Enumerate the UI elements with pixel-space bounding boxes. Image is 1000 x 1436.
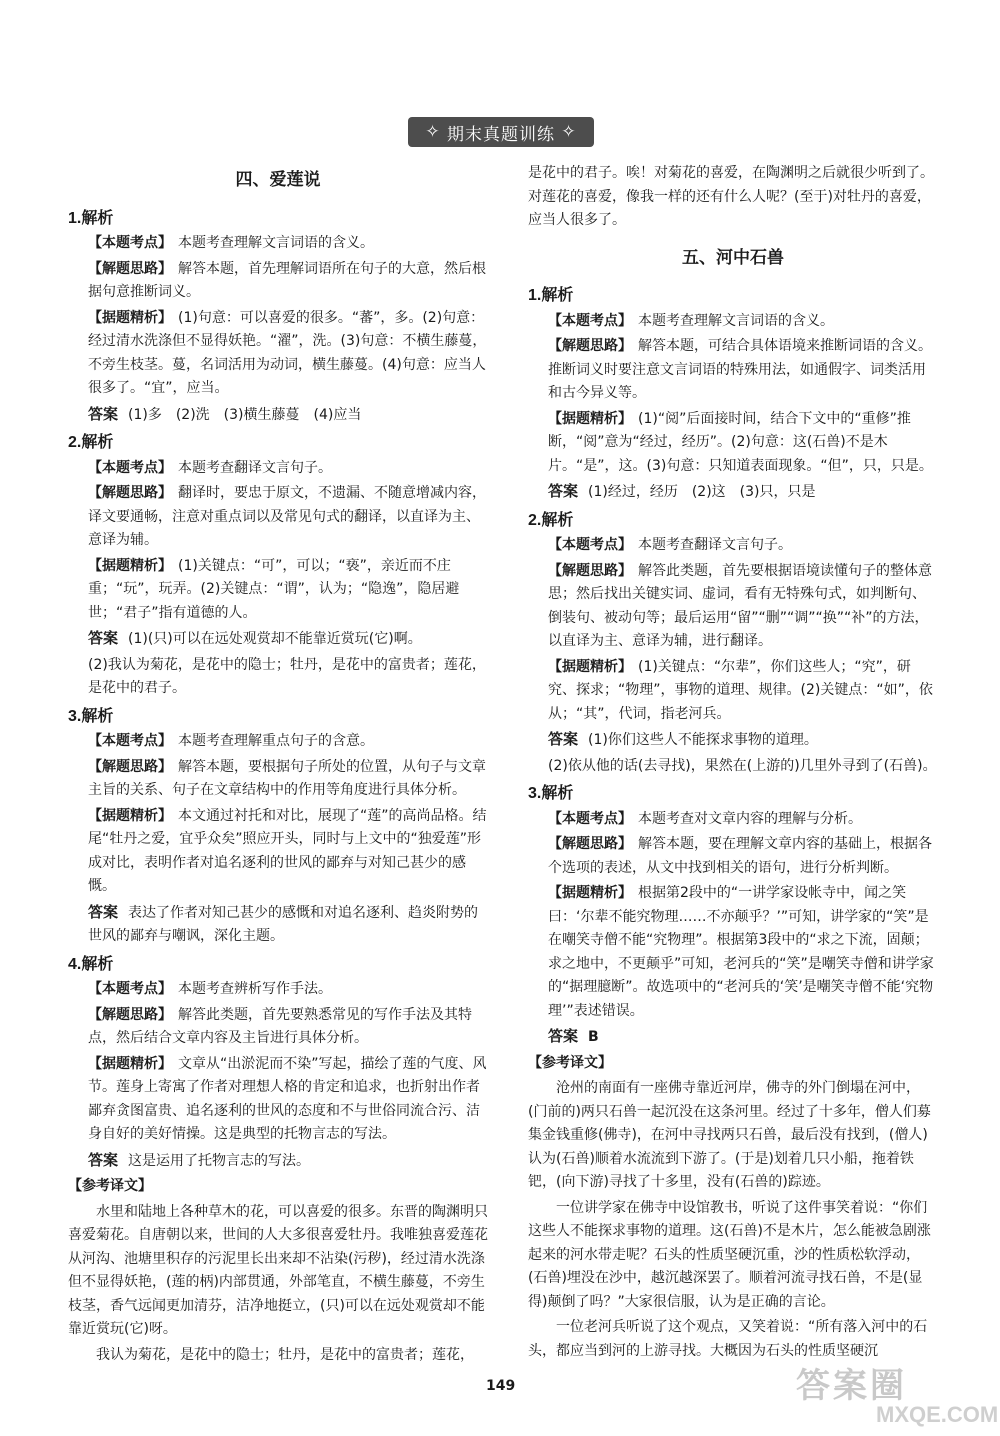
left-column (68, 165, 488, 1369)
jingxi-tag: 【据题精析】 (88, 309, 172, 326)
kaodian-tag: 【本题考点】 (88, 981, 172, 997)
kaodian-text: 本题考查理解重点句子的含意。 (178, 733, 374, 749)
answer (88, 627, 488, 652)
watermark-logo: 答案圈 (796, 1367, 907, 1405)
silu (88, 258, 488, 305)
jingxi (548, 408, 938, 479)
silu-text: 解答此类题，首先要熟悉常见的写作手法及其特点，然后结合文章内容及主旨进行具体分析。 (88, 1006, 472, 1046)
answer-text-2: (2)我认为菊花，是花中的隐士；牡丹，是花中的富贵者；莲花，是花中的君子。 (88, 656, 486, 696)
reference-paragraph: 一位老河兵听说了这个观点，又笑着说：“所有落入河中的石头，都应当到河的上游寻找。大概因为石头的性质坚硬沉 (528, 1319, 928, 1359)
kaodian-tag: 【本题考点】 (88, 459, 172, 476)
reference-paragraph: 我认为菊花，是花中的隐士；牡丹，是花中的富贵者；莲花， (96, 1346, 474, 1363)
right-column (528, 162, 938, 1365)
jingxi (88, 1053, 488, 1147)
reference-paragraph: 沧州的南面有一座佛寺靠近河岸，佛寺的外门倒塌在河中，(门前的)两只石兽一起沉没在这条河里。经过了十多年，僧人们募集金钱重修(佛寺)，在河中寻找两只石兽，最后没有找到，(僧人)认为(石兽)顺着水流流到下游了。(于是)划着几只小船，拖着铁钯，(向下游)寻找了十多里，没有(石兽的)踪迹。 (528, 1080, 931, 1190)
answer (548, 728, 938, 753)
silu (88, 1004, 488, 1051)
question-3-head: 3.解析 (528, 785, 574, 802)
silu-tag: 【解题思路】 (88, 1006, 172, 1023)
silu-text: 解答本题，要根据句子所处的位置，从句子与文章主旨的关系、句子在文章结构中的作用等角度进行具体分析。 (88, 758, 486, 798)
question-1-head: 1.解析 (528, 287, 574, 304)
answer-tag: 答案 (548, 482, 579, 500)
section-title-hezhongshishou: 五、河中石兽 (682, 247, 784, 268)
question-2-head: 2.解析 (68, 434, 114, 451)
reference-paragraph: 水里和陆地上各种草木的花，可以喜爱的很多。东晋的陶渊明只喜爱菊花。自唐朝以来，世间的人大多很喜爱牡丹。我唯独喜爱莲花从河沟、池塘里积存的污泥里长出来却不沾染(污秽)，经过清水洗涤但不显得妖艳，(莲的柄)内部贯通，外部笔直，不横生藤蔓，不旁生枝茎，香气远闻更加清芬，洁净地挺立，(只)可以在远处观赏却不能靠近赏玩(它)呀。 (68, 1203, 488, 1337)
silu-tag: 【解题思路】 (548, 338, 632, 354)
jingxi-text: 本文通过衬托和对比，展现了“莲”的高尚品格。结尾“牡丹之爱，宜乎众矣”照应开头，同时与上文中的“独爱莲”形成对比，表明作者对追名逐利的世风的鄙弃与对知己甚少的感慨。 (88, 807, 487, 894)
kaodian-tag: 【本题考点】 (88, 235, 172, 251)
reference-translation-head: 【参考译文】 (528, 1054, 612, 1071)
question-2-head: 2.解析 (528, 511, 574, 529)
jingxi-text: 文章从“出淤泥而不染”写起，描绘了莲的气度、风节。莲身上寄寓了作者对理想人格的肯定和追求，也折射出作者鄙弃贪图富贵、追名逐利的世风的态度和不与世俗同流合污、洁身自好的美好情操。这是典型的托物言志的写法。 (88, 1055, 487, 1142)
answer-text-2: (2)依从他的话(去寻找)，果然在(上游的)几里外寻到了(石兽)。 (548, 757, 937, 774)
reference-translation-head: 【参考译文】 (68, 1178, 152, 1194)
jingxi-tag: 【据题精析】 (548, 658, 632, 675)
kaodian-tag: 【本题考点】 (88, 733, 172, 749)
answer (88, 403, 488, 428)
question-1-head: 1.解析 (68, 209, 114, 227)
page-number: 149 (486, 1378, 516, 1394)
section-banner (408, 117, 594, 147)
banner-label: 期末真题训练 (447, 124, 555, 145)
silu (548, 335, 938, 406)
silu-text: 解答本题，要在理解文章内容的基础上，根据各个选项的表述，从文中找到相关的语句，进行分析判断。 (548, 836, 932, 876)
jingxi-text: (1)关键点：“可”，可以；“亵”，亲近而不庄重；“玩”，玩弄。(2)关键点：“谓”，认为；“隐逸”，隐居避世；“君子”指有道德的人。 (88, 557, 460, 621)
silu (548, 560, 938, 654)
silu-text: 翻译时，要忠于原文，不遗漏、不随意增减内容，译文要通畅，注意对重点词以及常见句式的翻译，以直译为主、意译为辅。 (88, 485, 486, 548)
silu-tag: 【解题思路】 (548, 836, 632, 852)
answer-tag: 答案 (548, 730, 579, 748)
kaodian (548, 534, 938, 558)
silu (88, 482, 488, 553)
reference-paragraph: 一位讲学家在佛寺中设馆教书，听说了这件事笑着说：“你们这些人不能探求事物的道理。这(石兽)不是木片，怎么能被急剧涨起来的河水带走呢？石头的性质坚硬沉重，沙的性质松软浮动，(石兽)埋没在沙中，越沉越深罢了。顺着河流寻找石兽，不是(显得)颠倒了吗？”大家很信服，认为是正确的言论。 (528, 1199, 931, 1310)
answer (548, 1025, 938, 1050)
watermark-url: MXQE.COM (876, 1402, 999, 1427)
answer-text: B (588, 1029, 599, 1045)
jingxi-text: (1)“阅”后面接时间，结合下文中的“重修”推断，“阅”意为“经过，经历”。(2)句意：这(石兽)不是木片。“是”，这。(3)句意：只知道表面现象。“但”，只，只是。 (548, 410, 933, 474)
kaodian (88, 232, 488, 256)
jingxi-tag: 【据题精析】 (548, 885, 632, 901)
silu-tag: 【解题思路】 (88, 260, 172, 277)
silu-text: 解答本题，可结合具体语境来推断词语的含义。推断词义时要注意文言词语的特殊用法，如通假字、词类活用和古今异义等。 (548, 338, 932, 401)
answer-text: (1)经过，经历 (2)这 (3)只，只是 (588, 484, 816, 500)
kaodian (548, 808, 938, 832)
kaodian (88, 457, 488, 481)
jingxi (88, 805, 488, 899)
silu-tag: 【解题思路】 (88, 485, 172, 501)
answer (88, 901, 488, 949)
kaodian-text: 本题考查翻译文言句子。 (638, 537, 792, 553)
answer (88, 1149, 488, 1174)
answer-tag: 答案 (88, 629, 119, 647)
jingxi-tag: 【据题精析】 (88, 1055, 172, 1072)
jingxi-text: (1)句意：可以喜爱的很多。“蕃”，多。(2)句意：经过清水洗涤但不显得妖艳。“濯”，洗。(3)句意：不横生藤蔓，不旁生枝茎。蔓，名词活用为动词，横生藤蔓。(4)句意：应当人很多了。“宜”，应当。 (88, 309, 487, 396)
banner-star-icon: ✧ (555, 122, 577, 142)
jingxi-text: 根据第2段中的“一讲学家设帐寺中，闻之笑曰：‘尔辈不能究物理……不亦颠乎？’”可知，讲学家的“笑”是在嘲笑寺僧不能“究物理”。根据第3段中的“求之下流，固颠；求之地中，不更颠乎”可知，老河兵的“笑”是嘲笑寺僧和讲学家的“据理臆断”。故选项中的“老河兵的‘笑’是嘲笑寺僧不能‘究物理’”表述错误。 (548, 885, 934, 1019)
kaodian (548, 310, 938, 334)
kaodian (88, 730, 488, 754)
kaodian-tag: 【本题考点】 (548, 312, 632, 329)
answer-tag: 答案 (88, 404, 119, 423)
jingxi-tag: 【据题精析】 (88, 807, 172, 824)
jingxi-tag: 【据题精析】 (548, 410, 632, 427)
question-4-head: 4.解析 (68, 955, 114, 973)
jingxi (88, 555, 488, 626)
answer-tag: 答案 (88, 1150, 119, 1169)
answer-text: 表达了作者对知己甚少的感慨和对追名逐利、趋炎附势的世风的鄙弃与嘲讽，深化主题。 (88, 904, 479, 944)
reference-continuation: 是花中的君子。唉！对菊花的喜爱，在陶渊明之后就很少听到了。对莲花的喜爱，像我一样的还有什么人呢？(至于)对牡丹的喜爱，应当人很多了。 (528, 165, 934, 228)
kaodian-text: 本题考查辨析写作手法。 (178, 981, 332, 997)
jingxi-text: (1)关键点：“尔辈”，你们这些人；“究”，研究、探求；“物理”，事物的道理、规律。(2)关键点：“如”，依从；“其”，代词，指老河兵。 (548, 658, 933, 722)
answer-text: (1)(只)可以在远处观赏却不能靠近赏玩(它)啊。 (128, 631, 422, 647)
silu-text: 解答此类题，首先要根据语境读懂句子的整体意思；然后找出关键实词、虚词，看有无特殊句式，如判断句、倒装句、被动句等；最后运用“留”“删”“调”“换”“补”的方法，以直译为主、意译为辅，进行翻译。 (548, 562, 932, 649)
section-title-ailianshuo: 四、爱莲说 (235, 170, 321, 190)
banner-star-icon: ✧ (425, 122, 447, 142)
kaodian-text: 本题考查对文章内容的理解与分析。 (638, 810, 862, 827)
answer (548, 480, 938, 505)
silu-text: 解答本题，首先理解词语所在句子的大意，然后根据句意推断词义。 (88, 260, 486, 300)
jingxi (548, 882, 938, 1023)
answer-text: 这是运用了托物言志的写法。 (128, 1152, 311, 1169)
answer-tag: 答案 (88, 902, 119, 921)
silu (548, 833, 938, 880)
answer-tag: 答案 (548, 1027, 579, 1045)
kaodian-tag: 【本题考点】 (548, 537, 632, 553)
kaodian-text: 本题考查理解文言词语的含义。 (638, 312, 834, 329)
kaodian-tag: 【本题考点】 (548, 810, 632, 827)
silu-tag: 【解题思路】 (88, 758, 172, 775)
jingxi (88, 307, 488, 401)
kaodian-text: 本题考查翻译文言句子。 (178, 459, 332, 476)
question-3-head: 3.解析 (68, 707, 114, 725)
jingxi (548, 656, 938, 727)
silu-tag: 【解题思路】 (548, 562, 632, 579)
kaodian-text: 本题考查理解文言词语的含义。 (178, 235, 374, 251)
answer-text: (1)多 (2)洗 (3)横生藤蔓 (4)应当 (128, 406, 362, 423)
kaodian (88, 978, 488, 1002)
silu (88, 756, 488, 803)
jingxi-tag: 【据题精析】 (88, 557, 172, 574)
answer-text: (1)你们这些人不能探求事物的道理。 (588, 732, 818, 748)
